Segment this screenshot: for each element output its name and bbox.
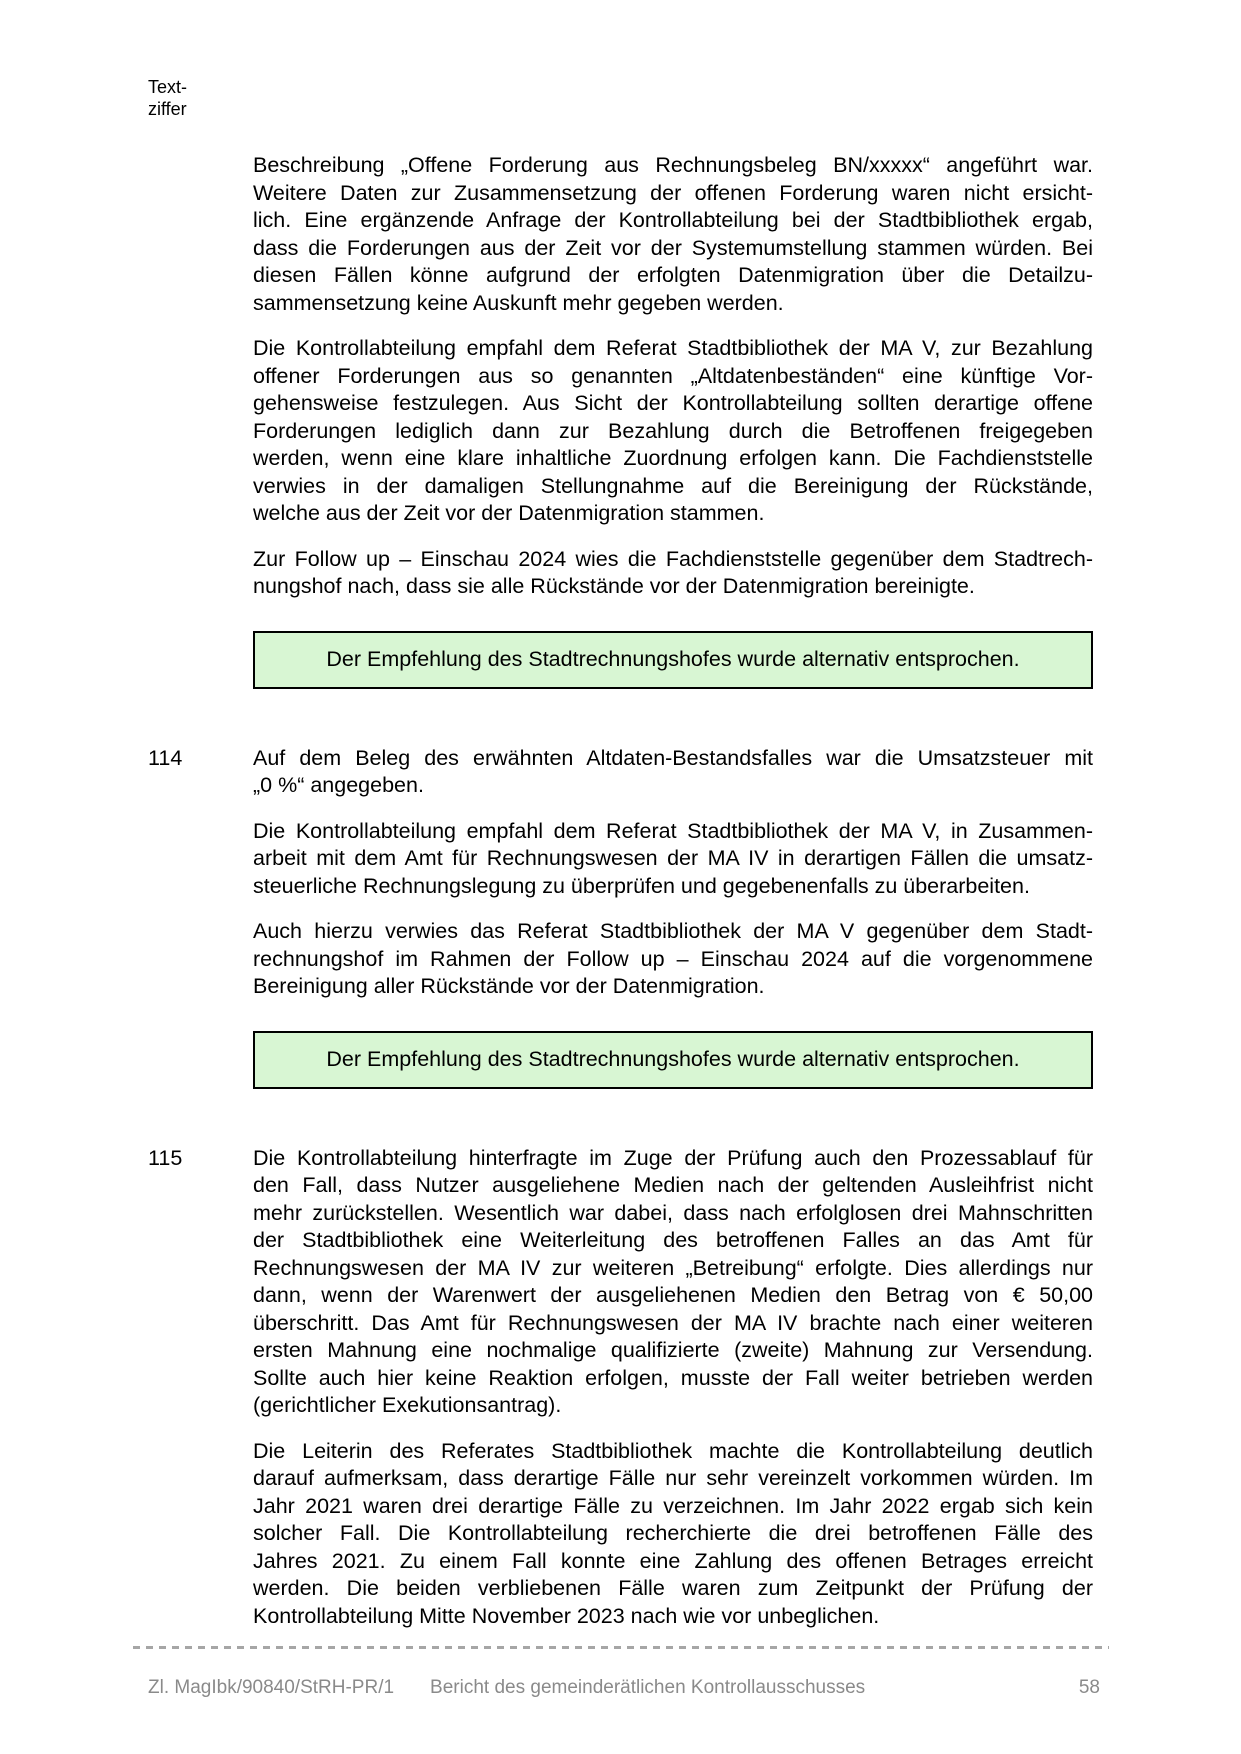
paragraph-line: Die Kontrollabteilung hinterfragte im Zuge der Prüfung auch den Prozessablauf für bbox=[253, 1145, 1093, 1170]
paragraph-line: diesen Fällen könne aufgrund der erfolgten Datenmigration über die Detailzu- bbox=[253, 263, 1093, 287]
margin-column-header bbox=[148, 76, 187, 120]
paragraph-line: offener Forderungen aus so genannten „Altdatenbeständen“ eine künftige Vor- bbox=[253, 363, 1093, 388]
margin-header-line1: Text- bbox=[148, 77, 188, 97]
paragraph bbox=[253, 1145, 1093, 1420]
paragraph-line: Sollte auch hier keine Reaktion erfolgen, musste der Fall weiter betrieben werden bbox=[253, 1365, 1093, 1390]
paragraph-line: Weitere Daten zur Zusammensetzung der offenen Forderung waren nicht ersicht- bbox=[253, 180, 1093, 205]
paragraph-line: Die Kontrollabteilung empfahl dem Referat Stadtbibliothek der MA V, in Zusammen- bbox=[253, 818, 1093, 843]
paragraph-line: arbeit mit dem Amt für Rechnungswesen der MA IV in derartigen Fällen die umsatz- bbox=[253, 846, 1093, 870]
paragraph-line: der Stadtbibliothek eine Weiterleitung des betroffenen Falles an das Amt für bbox=[253, 1228, 1093, 1252]
paragraph-line: Rechnungswesen der MA IV zur weiteren „Betreibung“ erfolgte. Dies allerdings nur bbox=[253, 1255, 1093, 1280]
paragraph-line: werden. Die beiden verbliebenen Fälle waren zum Zeitpunkt der Prüfung der bbox=[253, 1576, 1093, 1600]
paragraph-line: Beschreibung „Offene Forderung aus Rechnungsbeleg BN/xxxxx“ angeführt war. bbox=[253, 153, 1093, 177]
paragraph bbox=[253, 546, 1093, 601]
recommendation-text: Der Empfehlung des Stadtrechnungshofes wurde alternativ entsprochen. bbox=[326, 1046, 1020, 1071]
footer-document-title: Bericht des gemeinderätlichen Kontrollausschusses bbox=[430, 1677, 866, 1698]
footer-divider bbox=[133, 1646, 1109, 1649]
paragraph-line: Die Leiterin des Referates Stadtbibliothek machte die Kontrollabteilung deutlich bbox=[253, 1438, 1093, 1463]
paragraph-line: rechnungshof im Rahmen der Follow up – Einschau 2024 auf die vorgenommene bbox=[253, 946, 1093, 971]
paragraph-line: den Fall, dass Nutzer ausgeliehene Medien nach der geltenden Ausleihfrist nicht bbox=[253, 1173, 1093, 1197]
footer-page-number: 58 bbox=[1078, 1677, 1100, 1698]
paragraph bbox=[253, 152, 1093, 317]
text-section bbox=[148, 745, 1093, 1145]
page-footer bbox=[148, 1676, 1100, 1700]
paragraph bbox=[253, 818, 1093, 901]
paragraph-line: überschritt. Das Amt für Rechnungswesen der MA IV brachte nach einer weiteren bbox=[253, 1310, 1093, 1335]
recommendation-box bbox=[253, 1031, 1093, 1089]
recommendation-box bbox=[253, 631, 1093, 689]
paragraph-line: lich. Eine ergänzende Anfrage der Kontrollabteilung bei der Stadtbibliothek ergab, bbox=[253, 208, 1093, 232]
footer-reference-number: Zl. MagIbk/90840/StRH-PR/1 bbox=[148, 1677, 395, 1698]
paragraph bbox=[253, 745, 1093, 800]
paragraph-line: Jahr 2021 waren drei derartige Fälle zu verzeichnen. Im Jahr 2022 ergab sich kein bbox=[253, 1493, 1093, 1518]
paragraph-line: mehr zurückstellen. Wesentlich war dabei, dass nach erfolglosen drei Mahnschritten bbox=[253, 1200, 1093, 1225]
paragraph-line: verwies in der damaligen Stellungnahme auf die Bereinigung der Rückstände, bbox=[253, 473, 1093, 498]
recommendation-text: Der Empfehlung des Stadtrechnungshofes wurde alternativ entsprochen. bbox=[326, 646, 1020, 671]
paragraph-number: 114 bbox=[148, 745, 183, 770]
paragraph-line: werden, wenn eine klare inhaltliche Zuordnung erfolgen kann. Die Fachdienststelle bbox=[253, 446, 1093, 470]
paragraph-line: darauf aufmerksam, dass derartige Fälle nur sehr vereinzelt vorkommen würden. Im bbox=[253, 1466, 1093, 1490]
paragraph-line: gehensweise festzulegen. Aus Sicht der Kontrollabteilung sollten derartige offene bbox=[253, 391, 1093, 415]
paragraph-line: sammensetzung keine Auskunft mehr gegeben werden. bbox=[253, 290, 784, 315]
paragraph-line: dann, wenn der Warenwert der ausgeliehenen Medien den Betrag von € 50,00 bbox=[253, 1283, 1093, 1307]
paragraph-number: 115 bbox=[148, 1145, 183, 1170]
paragraph-line: Jahres 2021. Zu einem Fall konnte eine Zahlung des offenen Betrages erreicht bbox=[253, 1548, 1093, 1573]
paragraph-line: (gerichtlicher Exekutionsantrag). bbox=[253, 1393, 562, 1417]
paragraph-line: Zur Follow up – Einschau 2024 wies die Fachdienststelle gegenüber dem Stadtrech- bbox=[253, 546, 1093, 571]
paragraph-line: Kontrollabteilung Mitte November 2023 nach wie vor unbeglichen. bbox=[253, 1603, 880, 1628]
text-section bbox=[148, 1145, 1093, 1649]
paragraph-line: dass die Forderungen aus der Zeit vor der Systemumstellung stammen würden. Bei bbox=[253, 235, 1093, 260]
paragraph-line: Die Kontrollabteilung empfahl dem Referat Stadtbibliothek der MA V, zur Bezahlung bbox=[253, 336, 1093, 360]
text-section bbox=[253, 152, 1093, 745]
paragraph-line: Bereinigung aller Rückstände vor der Datenmigration. bbox=[253, 974, 765, 998]
paragraph bbox=[253, 918, 1093, 1001]
paragraph-line: Auf dem Beleg des erwähnten Altdaten-Bestandsfalles war die Umsatzsteuer mit bbox=[253, 745, 1093, 770]
paragraph-line: welche aus der Zeit vor der Datenmigration stammen. bbox=[253, 501, 765, 525]
paragraph bbox=[253, 335, 1093, 528]
paragraph-line: solcher Fall. Die Kontrollabteilung recherchierte die drei betroffenen Fälle des bbox=[253, 1521, 1093, 1545]
paragraph bbox=[253, 1438, 1093, 1631]
paragraph-line: Auch hierzu verwies das Referat Stadtbibliothek der MA V gegenüber dem Stadt- bbox=[253, 919, 1093, 943]
paragraph-line: steuerliche Rechnungslegung zu überprüfen und gegebenenfalls zu überarbeiten. bbox=[253, 873, 1030, 898]
paragraph-line: Forderungen lediglich dann zur Bezahlung durch die Betroffenen freigegeben bbox=[253, 418, 1093, 443]
paragraph-line: ersten Mahnung eine nochmalige qualifizierte (zweite) Mahnung zur Versendung. bbox=[253, 1338, 1093, 1362]
margin-header-line2: ziffer bbox=[148, 99, 187, 119]
paragraph-line: nungshof nach, dass sie alle Rückstände vor der Datenmigration bereinigte. bbox=[253, 574, 975, 598]
text-body bbox=[148, 152, 1093, 1648]
paragraph-line: „0 %“ angegeben. bbox=[253, 773, 424, 797]
